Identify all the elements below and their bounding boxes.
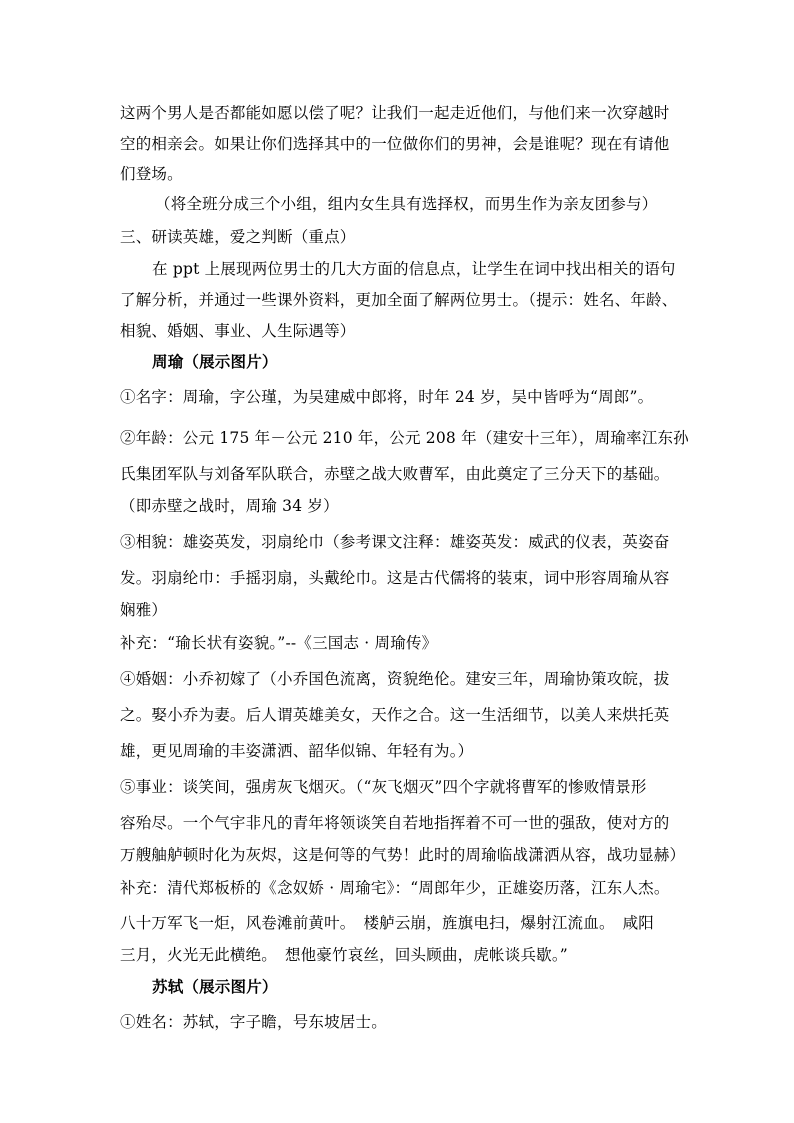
text-line: 这两个男人是否都能如愿以偿了呢？让我们一起走近他们，与他们来一次穿越时: [120, 104, 670, 122]
subheading-sushi: 苏轼（展示图片）: [152, 977, 278, 996]
text-line: （将全班分成三个小组，组内女生具有选择权，而男生作为亲友团参与）: [155, 195, 658, 213]
text-line: ①名字：周瑜，字公瑾，为吴建威中郎将，时年 24 岁，吴中皆呼为“周郎”。: [120, 388, 654, 406]
text-line: 之。娶小乔为妻。后人谓英雄美女，天作之合。这一生活细节，以美人来烘托英: [120, 706, 670, 724]
text-line: 相貌、婚姻、事业、人生际遇等）: [120, 322, 356, 340]
text-line: ③相貌：雄姿英发，羽扇纶巾（参考课文注释：雄姿英发：威武的仪表，英姿奋: [120, 533, 670, 551]
text-line: ①姓名：苏轼，字子瞻，号东坡居士。: [120, 1013, 387, 1031]
text-line: 容殆尽。一个气宇非凡的青年将领谈笑自若地指挥着不可一世的强敌，使对方的: [120, 814, 670, 832]
text-line: 氏集团军队与刘备军队联合，赤壁之战大败曹军，由此奠定了三分天下的基础。: [120, 465, 670, 483]
text-line: 们登场。: [120, 165, 183, 183]
text-line: 八十万军飞一炬，风卷滩前黄叶。 楼舻云崩，旌旗电扫，爆射江流血。 咸阳: [120, 914, 655, 932]
text-line: 了解分析，并通过一些课外资料，更加全面了解两位男士。（提示：姓名、年龄、: [120, 291, 678, 309]
text-line: 万艘舳舻顿时化为灰烬，这是何等的气势！此时的周瑜临战潇洒从容，战功显赫）: [120, 846, 686, 864]
text-line: 娴雅）: [120, 601, 168, 619]
text-line: ⑤事业：谈笑间，强虏灰飞烟灭。（“灰飞烟灭”四个字就将曹军的惨败情景形: [120, 778, 647, 796]
text-line: 发。羽扇纶巾：手摇羽扇，头戴纶巾。这是古代儒将的装束，词中形容周瑜从容: [120, 569, 670, 587]
subheading-zhouyu: 周瑜（展示图片）: [152, 352, 278, 371]
text-line: 空的相亲会。如果让你们选择其中的一位做你们的男神，会是谁呢？现在有请他: [120, 135, 670, 153]
text-line: 补充：“瑜长状有姿貌。”--《三国志 · 周瑜传》: [120, 634, 438, 652]
text-line: 在 ppt 上展现两位男士的几大方面的信息点，让学生在词中找出相关的语句: [152, 260, 676, 278]
text-line: 雄，更见周瑜的丰姿潇洒、韶华似锦、年轻有为。）: [120, 742, 474, 760]
text-line: ②年龄：公元 175 年－公元 210 年，公元 208 年（建安十三年），周瑜率江东孙: [120, 429, 689, 447]
text-line: 三月，火光无此横绝。 想他豪竹哀丝，回头顾曲，虎帐谈兵歇。”: [120, 946, 568, 964]
text-line: ④婚姻：小乔初嫁了（小乔国色流离，资貌绝伦。建安三年，周瑜协策攻皖，拔: [120, 670, 670, 688]
section-heading: 三、研读英雄，爱之判断（重点）: [120, 228, 356, 246]
text-line: （即赤壁之战时，周瑜 34 岁）: [120, 497, 339, 515]
text-line: 补充：清代郑板桥的《念奴娇 · 周瑜宅》：“周郎年少，正雄姿历落，江东人杰。: [120, 879, 670, 897]
